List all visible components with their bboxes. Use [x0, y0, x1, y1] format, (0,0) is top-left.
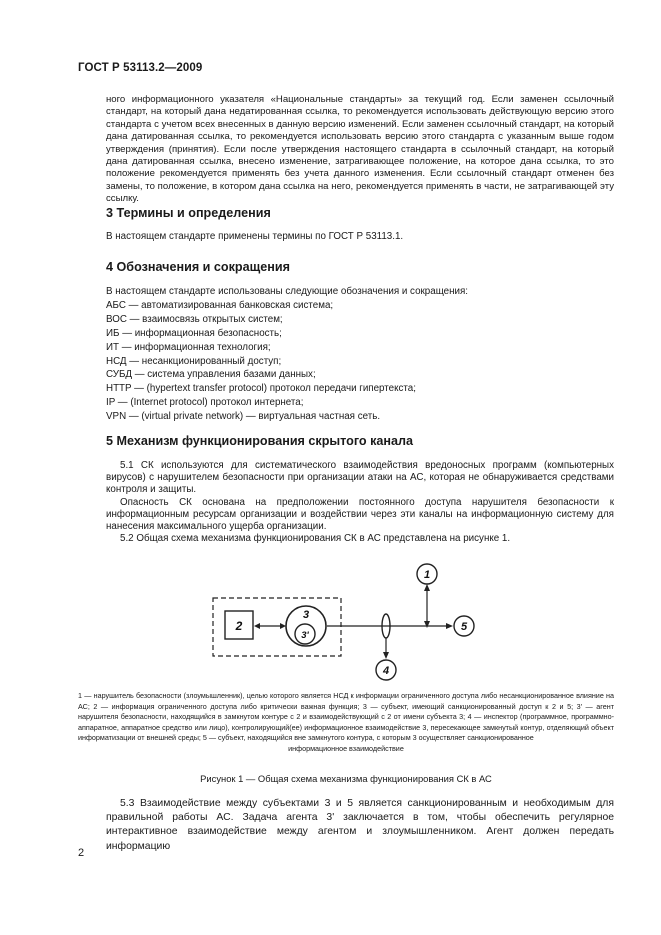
paragraph-5-2: 5.2 Общая схема механизма функционирования СК в АС представлена на рисунке 1. — [120, 533, 511, 545]
paragraph-5-1-cont: Опасность СК основана на предположении постоянного доступа нарушителя безопасности к информационным ресурсам организации и воздействии через эти каналы на информационную систему для нанесения максимального ущерба организации. — [106, 496, 614, 533]
abbreviations-list — [106, 285, 614, 424]
section-3-title: 3 Термины и определения — [106, 206, 271, 220]
abbreviation-item: IP — (Internet protocol) протокол интернета; — [106, 397, 304, 409]
node-3-label: 3 — [302, 609, 310, 621]
abbreviation-item: АБС — автоматизированная банковская система; — [106, 299, 334, 311]
closed-contour — [213, 598, 341, 656]
node-1-label: 1 — [423, 569, 431, 581]
arrowhead — [424, 621, 430, 628]
paragraph-5-1: 5.1 СК используются для систематического взаимодействия вредоносных программ (компьютерных вирусов) с нарушителем безопасности при организации атаки на АС, которая не обнаруживается средствами контроля и защиты. — [106, 460, 614, 496]
figure-legend — [78, 691, 614, 755]
node-5-label: 5 — [460, 621, 468, 633]
document-header: ГОСТ Р 53113.2—2009 — [78, 62, 203, 74]
arrowhead — [280, 623, 286, 629]
abbreviation-item: ВОС — взаимосвязь открытых систем; — [106, 313, 283, 325]
abbreviation-item: VPN — (virtual private network) — виртуальная частная сеть. — [106, 411, 381, 423]
figure-caption: Рисунок 1 — Общая схема механизма функционирования СК в АС — [200, 773, 492, 784]
node-4-label: 4 — [382, 665, 390, 677]
figure-diagram — [200, 560, 500, 690]
abbreviations-intro: В настоящем стандарте использованы следующие обозначения и сокращения: — [106, 286, 469, 297]
abbreviation-item: ИТ — информационная технология; — [106, 341, 271, 353]
arrowhead — [254, 623, 260, 629]
section-5-title: 5 Механизм функционирования скрытого канала — [106, 434, 414, 448]
abbreviation-item: СУБД — система управления базами данных; — [106, 369, 316, 381]
abbreviation-item: НСД — несанкционированный доступ; — [106, 355, 282, 367]
abbreviation-item: HTTP — (hypertext transfer protocol) протокол передачи гипертекста; — [106, 383, 416, 395]
node-2-label: 2 — [235, 619, 243, 633]
node-3prime-label: 3' — [301, 630, 309, 641]
figure-legend-last: информационное взаимодействие — [288, 743, 404, 753]
section-3-text: В настоящем стандарте применены термины по ГОСТ Р 53113.1. — [106, 231, 404, 242]
arrowhead — [424, 584, 430, 591]
figure-legend-text: 1 — нарушитель безопасности (злоумышленник), целью которого является НСД к информации ограниченного доступа либо несанкционированное влияние на АС; 2 — информация ограниченного доступа либо критически важная функция; 3 — субъект, имеющий санкционированный доступ к 2 и 5; 3' — агент нарушителя безопасности, находящийся в замкнутом контуре с 2 и взаимодействующий с 2 от имени субъекта 3; 4 — инспектор (программное, программно-аппаратное, аппаратное средство или лицо), контролирующий(ее) информационное взаимодействие 3, пересекающее замкнутый контур, отделяющий объект информатизации от внешней среды; 5 — субъект, находящийся вне замкнутого контура, с которым 3 осуществляет санкционированное — [78, 691, 614, 743]
arrowhead — [446, 623, 453, 629]
section-4-title: 4 Обозначения и сокращения — [106, 260, 290, 274]
section-5-body — [106, 460, 614, 545]
paragraph-5-3: 5.3 Взаимодействие между субъектами 3 и 5 является санкционированным и необходимым для правильной работы АС. Задача агента 3' заключается в том, чтобы обеспечить регулярное интерактивное взаимодействие между агентом и злоумышленником. Агент должен передать информацию — [106, 798, 614, 852]
page-number: 2 — [78, 847, 85, 859]
arrowhead — [383, 652, 389, 659]
intro-paragraph: ного информационного указателя «Национальные стандарты» за текущий год. Если заменен ссылочный стандарт, на который дана недатированная ссылка, то рекомендуется использовать действующую версию этого стандарта с учетом всех внесенных в данную версию изменений. Если заменен ссылочный стандарт, на который дана датированная ссылка, то рекомендуется использовать версию этого стандарта с указанным выше годом утверждения (принятия). Если после утверждения настоящего стандарта в ссылочный стандарт, на который дана датированная ссылка, внесено изменение, затрагивающее положение, на которое дана ссылка, то это положение рекомендуется применять без учета данного изменения. Если ссылочный стандарт отменен без замены, то положение, в котором дана ссылка на него, рекомендуется применять в части, не затрагивающей эту ссылку. — [106, 94, 614, 205]
abbreviation-item: ИБ — информационная безопасность; — [106, 327, 282, 339]
